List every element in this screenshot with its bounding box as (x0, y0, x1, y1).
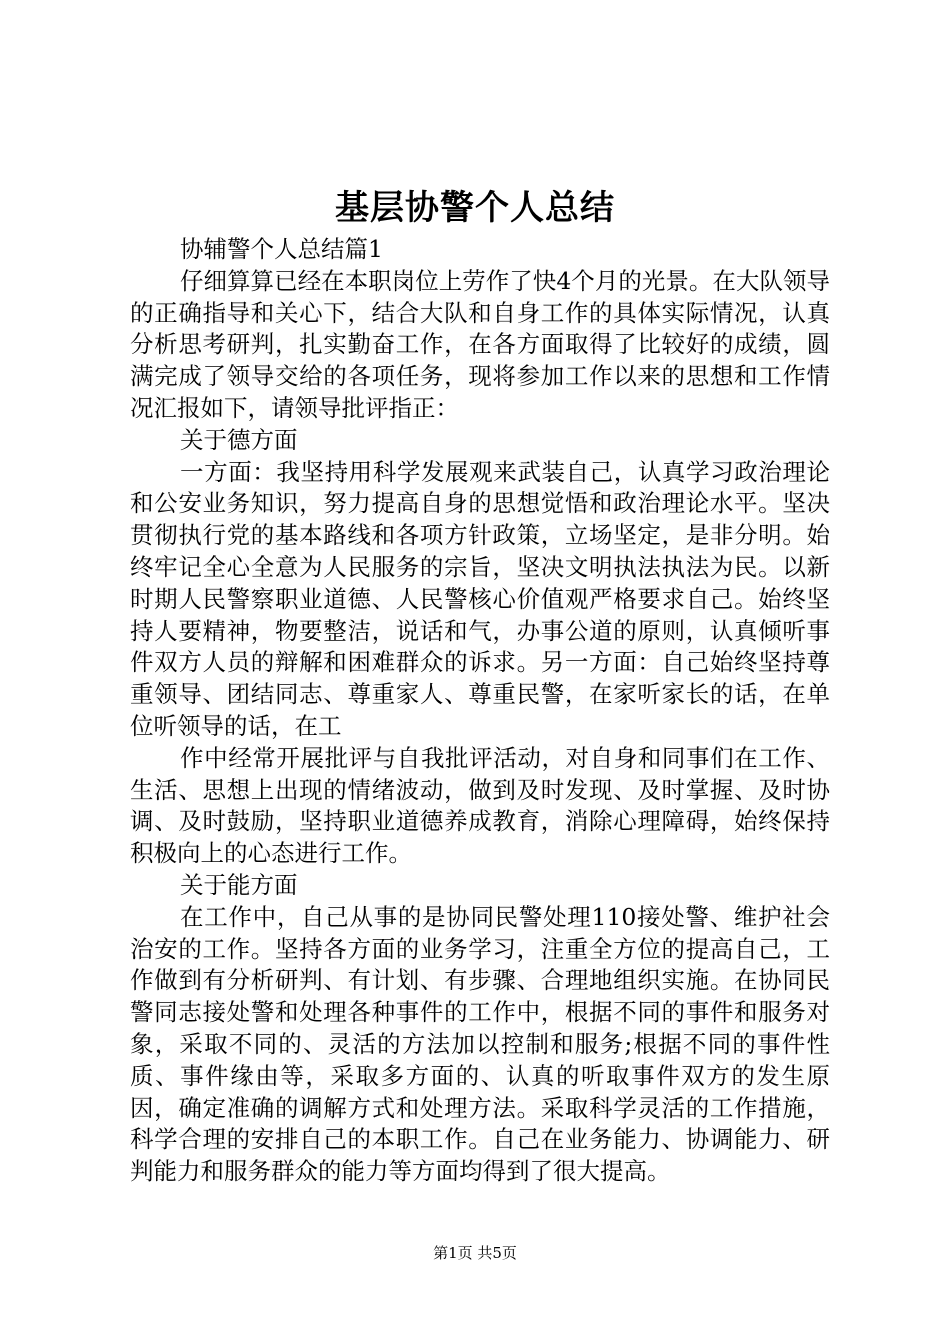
paragraph: 仔细算算已经在本职岗位上劳作了快4个月的光景。在大队领导的正确指导和关心下，结合大队和自身工作的具体实际情况，认真分析思考研判，扎实勤奋工作，在各方面取得了比较好的成绩，圆满完成了领导交给的各项任务，现将参加工作以来的思想和工作情况汇报如下，请领导批评指正： (130, 266, 830, 422)
section-heading: 协辅警个人总结篇1 (180, 235, 383, 263)
paragraph: 作中经常开展批评与自我批评活动，对自身和同事们在工作、生活、思想上出现的情绪波动，做到及时发现、及时掌握、及时协调、及时鼓励，坚持职业道德养成教育，消除心理障碍，始终保持积极向上的心态进行工作。 (130, 743, 830, 868)
page-footer: 第1页 共5页 (433, 1244, 517, 1262)
paragraph: 在工作中，自己从事的是协同民警处理110接处警、维护社会治安的工作。坚持各方面的业务学习，注重全方位的提高自己，工作做到有分析研判、有计划、有步骤、合理地组织实施。在协同民警同志接处警和处理各种事件的工作中，根据不同的事件和服务对象，采取不同的、灵活的方法加以控制和服务;根据不同的事件性质、事件缘由等，采取多方面的、认真的听取事件双方的发生原因，确定准确的调解方式和处理方法。采取科学灵活的工作措施，科学合理的安排自己的本职工作。自己在业务能力、协调能力、研判能力和服务群众的能力等方面均得到了很大提高。 (130, 902, 830, 1186)
section-heading: 关于德方面 (180, 425, 298, 454)
document-title: 基层协警个人总结 (335, 188, 615, 228)
document-body (130, 234, 830, 1188)
paragraph: 一方面：我坚持用科学发展观来武装自己，认真学习政治理论和公安业务知识，努力提高自身的思想觉悟和政治理论水平。坚决贯彻执行党的基本路线和各项方针政策，立场坚定，是非分明。始终牢记全心全意为人民服务的宗旨，坚决文明执法执法为民。以新时期人民警察职业道德、人民警核心价值观严格要求自己。始终坚持人要精神，物要整洁，说话和气，办事公道的原则，认真倾听事件双方人员的辩解和困难群众的诉求。另一方面：自己始终坚持尊重领导、团结同志、尊重家人、尊重民警，在家听家长的话，在单位听领导的话，在工 (130, 457, 830, 740)
section-heading: 关于能方面 (180, 870, 298, 899)
